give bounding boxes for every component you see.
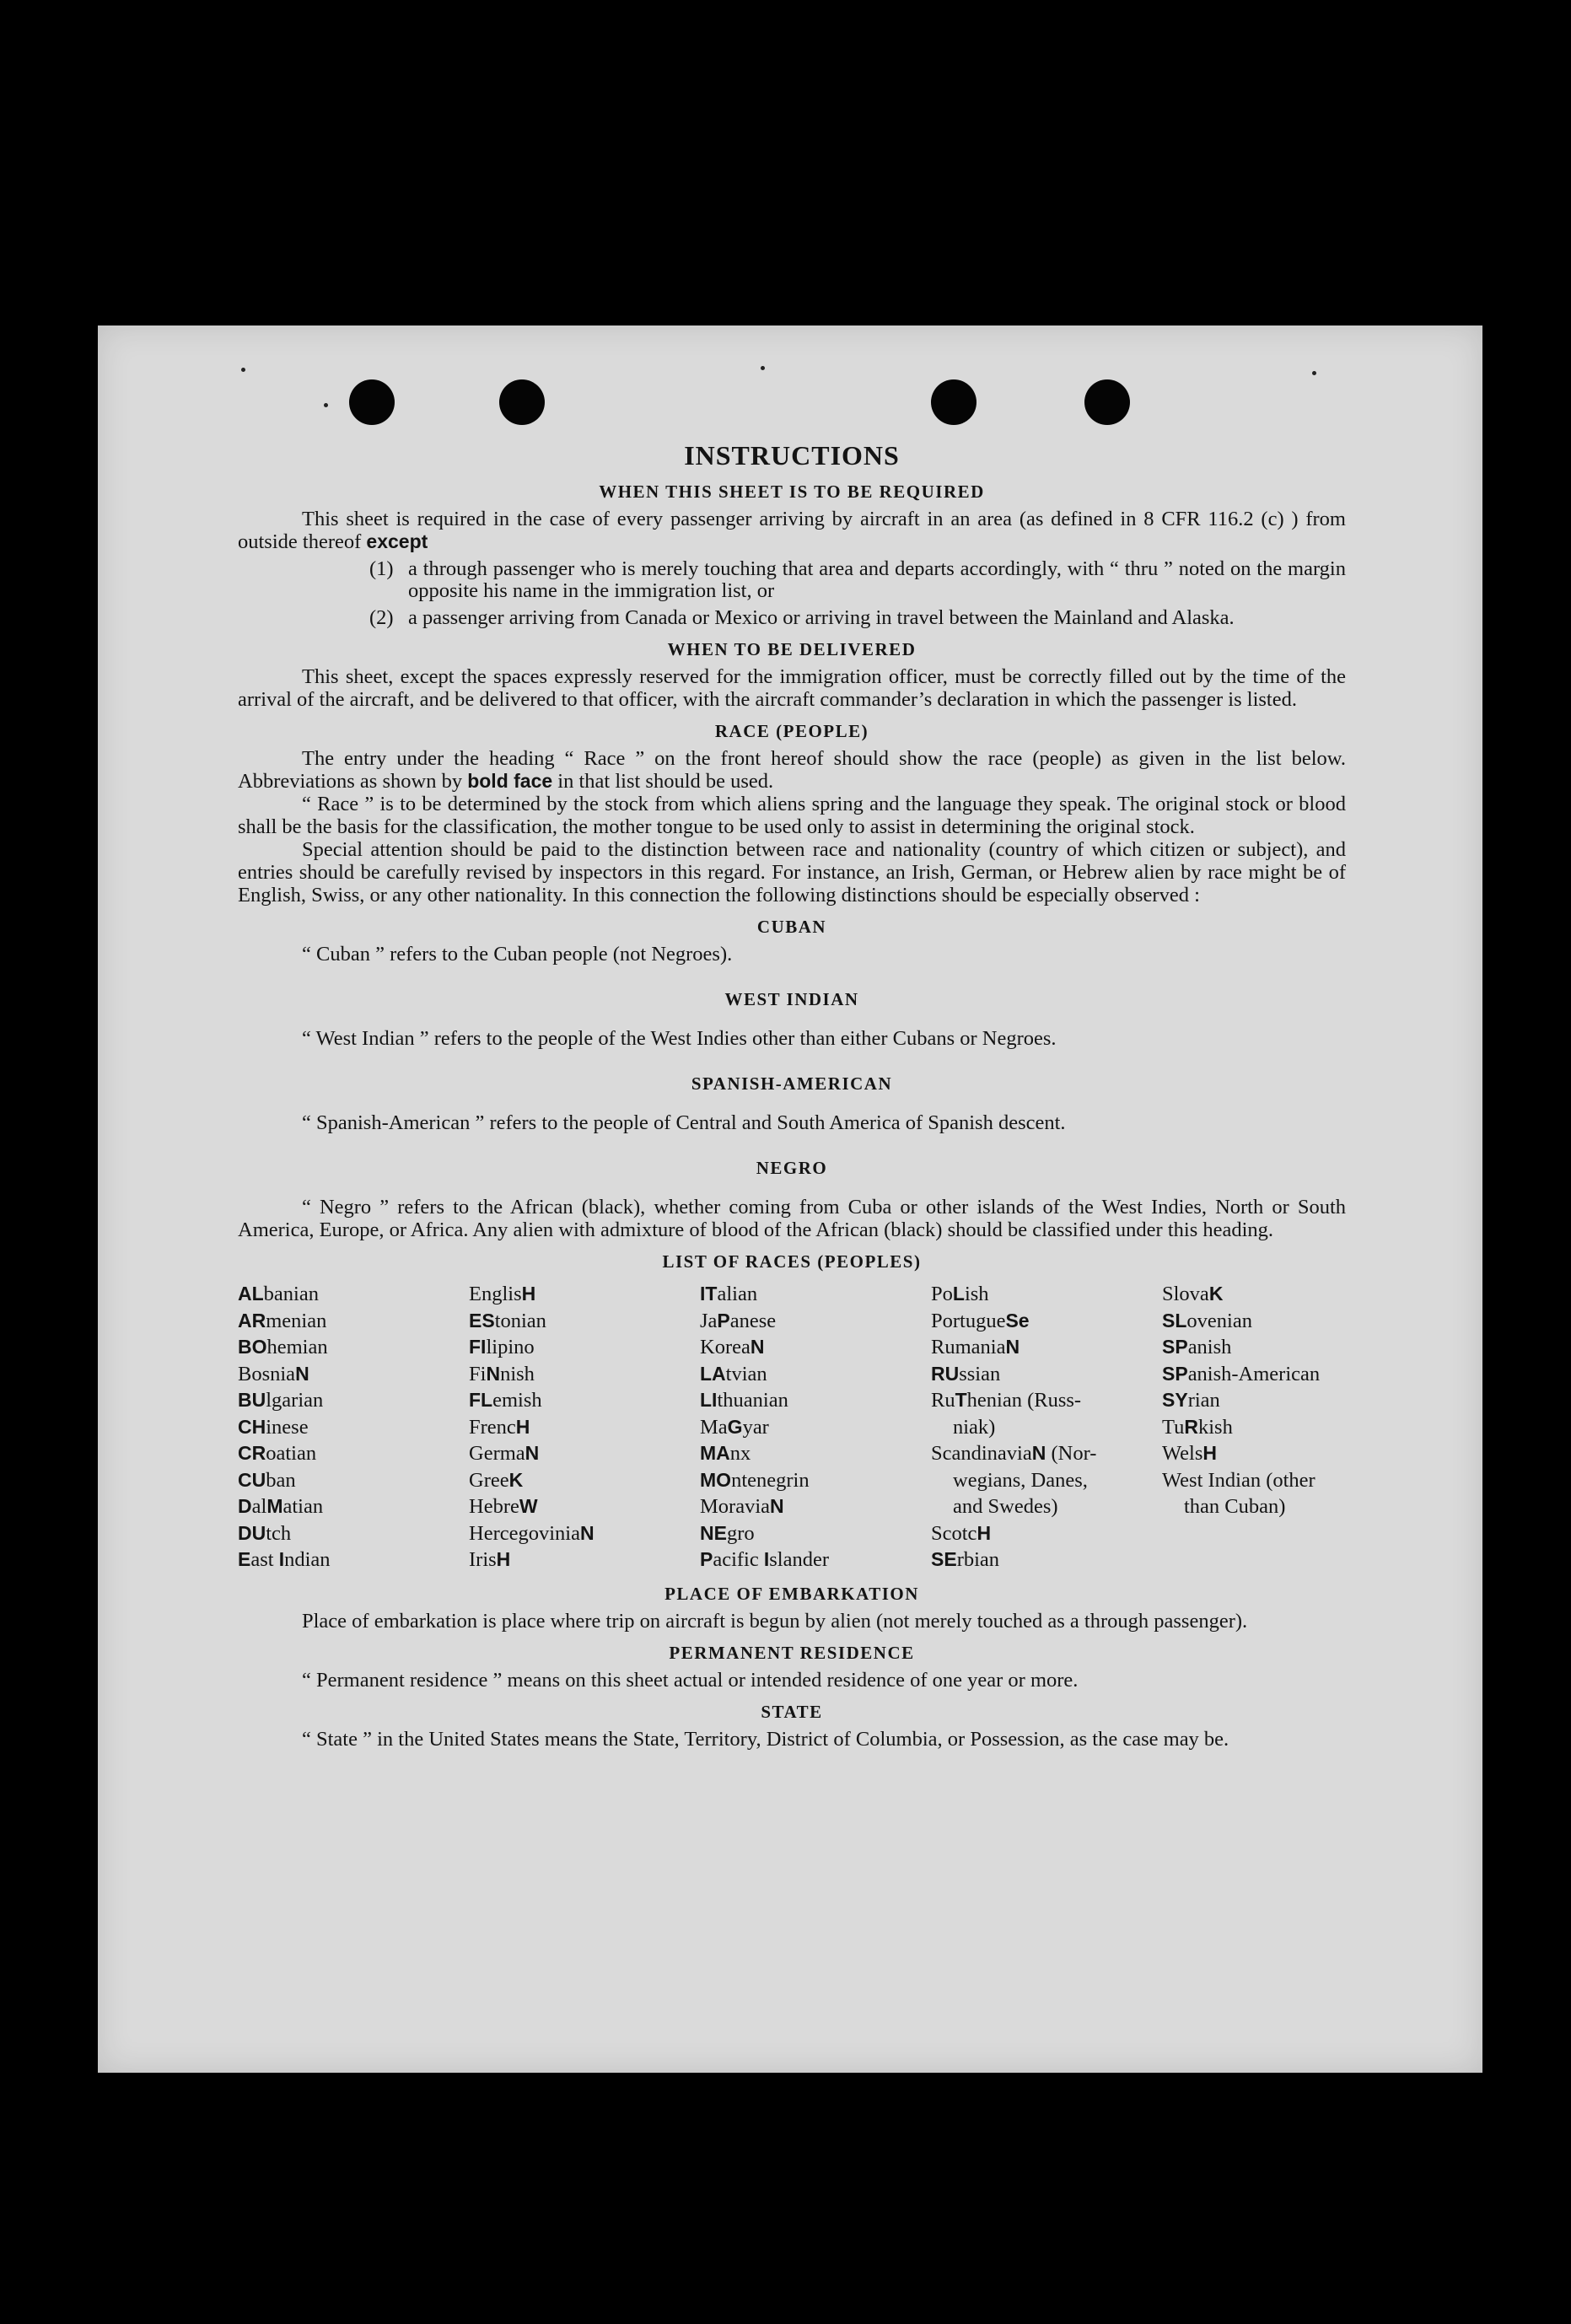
except-word: except (366, 530, 428, 552)
abbreviation-letters: L (952, 1283, 965, 1305)
races-column (238, 1281, 469, 1574)
instruction-sheet (98, 325, 1482, 2073)
race-name-text: ban (266, 1468, 296, 1492)
race-entry (700, 1334, 931, 1361)
punch-hole (499, 379, 545, 425)
abbreviation-letters: MO (700, 1468, 732, 1491)
race-name-text: Germa (469, 1442, 525, 1465)
race-name-text: Englis (469, 1283, 522, 1305)
race-name-text: Bosnia (238, 1362, 296, 1385)
race-name-text: yar (742, 1415, 769, 1439)
race-name-text: acific (713, 1548, 764, 1571)
race-entry (238, 1308, 469, 1335)
race-entry (1162, 1308, 1346, 1335)
heading-cuban: CUBAN (756, 917, 827, 937)
race-name-text: anish (1187, 1336, 1232, 1358)
race-name-text: Korea (700, 1336, 751, 1358)
embarkation-text: Place of embarkation is place where trip on aircraft is begun by alien (not merely touched as a through passenger). (302, 1609, 1248, 1633)
race-entry (700, 1467, 931, 1494)
abbreviation-letters: H (976, 1521, 992, 1544)
heading-state: STATE (761, 1701, 823, 1722)
abbreviation-letters: AL (238, 1283, 264, 1305)
abbreviation-letters: FI (469, 1336, 487, 1358)
race-name-text: Slova (1162, 1283, 1209, 1305)
race-entry (238, 1281, 469, 1308)
race-name-text: emish (492, 1389, 542, 1412)
race-entry (469, 1467, 700, 1494)
abbreviation-letters: SE (931, 1548, 957, 1570)
race-name-text: ssian (959, 1362, 1001, 1385)
heading-race: RACE (PEOPLE) (714, 721, 869, 741)
race-name-text: Po (931, 1283, 953, 1305)
exception-number: (1) (369, 557, 394, 580)
spanish-american-text: “ Spanish-American ” refers to the people of Central and South America of Spanish descent. (302, 1111, 1066, 1134)
abbreviation-letters: DU (238, 1521, 266, 1544)
race-entry (469, 1387, 700, 1414)
abbreviation-letters: N (770, 1495, 784, 1517)
abbreviation-letters: P (717, 1309, 730, 1331)
race-name-text: Rumania (931, 1336, 1006, 1358)
exception-number: (2) (369, 606, 394, 629)
delivered-text: This sheet, except the spaces expressly reserved for the immigration officer, must be correctly filled out by the time of the arrival of the aircraft, and be delivered to that officer, with the aircraft commander’s declaration in which the passenger is listed. (238, 665, 1346, 711)
race-name-text: ovenian (1186, 1309, 1252, 1332)
page-title: INSTRUCTIONS (684, 440, 900, 471)
races-column (931, 1281, 1162, 1574)
race-entry (931, 1547, 1162, 1574)
punch-hole (1084, 379, 1130, 425)
race-name-text: Portugue (931, 1309, 1006, 1332)
heading-west-indian: WEST INDIAN (724, 989, 859, 1009)
race-entry (700, 1547, 931, 1574)
abbreviation-letters: I (278, 1548, 285, 1570)
abbreviation-letters: N (579, 1521, 595, 1544)
race-name-text: Scotc (931, 1521, 977, 1545)
abbreviation-letters: CU (238, 1468, 266, 1491)
races-list (238, 1281, 1346, 1574)
abbreviation-letters: MA (700, 1442, 730, 1464)
race-entry (700, 1520, 931, 1547)
punch-hole (931, 379, 976, 425)
abbreviation-letters: H (515, 1415, 530, 1438)
heading-permanent-residence: PERMANENT RESIDENCE (669, 1642, 915, 1663)
abbreviation-letters: N (295, 1362, 309, 1385)
abbreviation-letters: FL (469, 1389, 493, 1411)
abbreviation-letters: E (238, 1548, 251, 1570)
speck (324, 403, 328, 407)
race-entry (931, 1334, 1162, 1361)
abbreviation-letters: K (508, 1468, 524, 1491)
race-entry (238, 1440, 469, 1467)
exception-item (238, 607, 1346, 629)
race-name-text: ntenegrin (731, 1468, 810, 1492)
heading-embarkation: PLACE OF EMBARKATION (664, 1583, 919, 1604)
abbreviation-letters: R (1184, 1415, 1198, 1438)
race-entry (931, 1361, 1162, 1388)
race-name-text: al (251, 1495, 267, 1518)
race-entry-continuation: than Cuban) (1184, 1495, 1286, 1518)
abbreviation-letters: I (763, 1548, 770, 1570)
abbreviation-letters: RU (931, 1362, 960, 1385)
speck (241, 368, 245, 372)
race-name-text: anish-American (1187, 1362, 1321, 1385)
race-name-text: ndian (284, 1548, 331, 1571)
race-name-text: atian (282, 1495, 324, 1518)
punch-hole (349, 379, 395, 425)
race-name-text: inese (266, 1415, 309, 1439)
race-entry (238, 1547, 469, 1574)
race-entry-continuation: and Swedes) (953, 1495, 1058, 1518)
state-text: “ State ” in the United States means the State, Territory, District of Columbia, or Possession, as the case may be. (302, 1727, 1229, 1751)
race-name-text: rian (1187, 1389, 1220, 1412)
abbreviation-letters: P (700, 1548, 713, 1570)
abbreviation-letters: LI (700, 1389, 718, 1411)
race-entry (700, 1414, 931, 1441)
races-column (700, 1281, 931, 1574)
race-name-text: nx (729, 1442, 751, 1465)
race-name-text: lipino (486, 1336, 535, 1358)
race-name-text: tvian (725, 1362, 767, 1385)
cuban-text: “ Cuban ” refers to the Cuban people (not Negroes). (302, 943, 733, 966)
race-entry (1162, 1334, 1346, 1361)
abbreviation-letters: BU (238, 1389, 266, 1411)
race-entry (700, 1387, 931, 1414)
abbreviation-letters: SP (1162, 1336, 1188, 1358)
abbreviation-letters: N (525, 1442, 540, 1464)
race-entry (238, 1520, 469, 1547)
race-name-text: tonian (494, 1309, 546, 1332)
speck (761, 366, 765, 370)
race-entry (469, 1547, 700, 1574)
abbreviation-letters: ES (469, 1309, 495, 1331)
races-column (469, 1281, 700, 1574)
exception-item (238, 558, 1346, 602)
abbreviation-letters: W (519, 1495, 538, 1517)
abbreviation-letters: CR (238, 1442, 266, 1464)
race-name-text: kish (1197, 1415, 1233, 1439)
race-entry (700, 1361, 931, 1388)
abbreviation-letters: CH (238, 1415, 266, 1438)
heading-spanish-american: SPANISH-AMERICAN (691, 1073, 893, 1094)
race-name-text: Frenc (469, 1415, 516, 1439)
race-entry (469, 1281, 700, 1308)
heading-list-of-races: LIST OF RACES (PEOPLES) (662, 1251, 922, 1272)
race-name-text: Wels (1162, 1442, 1203, 1465)
race-entry (238, 1467, 469, 1494)
race-name-text: henian (Russ- (966, 1389, 1082, 1412)
required-intro: This sheet is required in the case of every passenger arriving by aircraft in an area (as defined in 8 CFR 116.2 (c) ) from outside thereof except (238, 508, 1346, 553)
race-name-text: Hebre (469, 1495, 519, 1518)
race-name-text: thuanian (717, 1389, 788, 1412)
race-entry (1162, 1281, 1346, 1308)
race-paragraph-3: Special attention should be paid to the distinction between race and nationality (country of which citizen or subject), and entries should be carefully revised by inspectors in this regard. For instance, an Irish, German, or Hebrew alien by race might be of English, Swiss, or any other nationality. In this connection the following distinctions should be especially observed : (238, 838, 1346, 906)
race-name-text: hemian (266, 1336, 328, 1358)
abbreviation-letters: H (496, 1548, 511, 1570)
abbreviation-letters: SY (1162, 1389, 1188, 1411)
race-name-text: West Indian (other (1162, 1468, 1315, 1492)
race-entry (238, 1493, 469, 1520)
race-entry (238, 1361, 469, 1388)
abbreviation-letters: BO (238, 1336, 267, 1358)
race-entry-continuation: wegians, Danes, (953, 1468, 1088, 1492)
race-entry (469, 1414, 700, 1441)
race-name-text: (Nor- (1046, 1442, 1097, 1465)
speck (1312, 371, 1316, 375)
abbreviation-letters: AR (238, 1309, 266, 1331)
race-entry (931, 1281, 1162, 1308)
race-name-text: tch (266, 1521, 292, 1545)
exception-text: a through passenger who is merely touching that area and departs accordingly, with “ thru ” noted on the margin opposite his name in the immigration list, or (408, 557, 1346, 602)
race-name-text: rbian (956, 1548, 1000, 1571)
abbreviation-letters: D (238, 1495, 252, 1517)
abbreviation-letters: N (1005, 1336, 1020, 1358)
heading-when-delivered: WHEN TO BE DELIVERED (667, 639, 917, 659)
race-name-text: gro (726, 1521, 755, 1545)
abbreviation-letters: M (266, 1495, 283, 1517)
heading-when-required: WHEN THIS SHEET IS TO BE REQUIRED (599, 481, 985, 502)
race-name-text: slander (769, 1548, 830, 1571)
race-paragraph-1: The entry under the heading “ Race ” on the front hereof should show the race (people) as given in the list below. Abbreviations as shown by bold face in that list should be used. (238, 747, 1346, 793)
abbreviation-letters: SP (1162, 1362, 1188, 1385)
exception-text: a passenger arriving from Canada or Mexico or arriving in travel between the Mainland and Alaska. (408, 606, 1235, 629)
race-name-text: alian (717, 1283, 758, 1305)
race-name-text: anese (729, 1309, 777, 1332)
bold-face-phrase: bold face (467, 770, 553, 792)
race-name-text: banian (263, 1283, 319, 1305)
race-name-text: lgarian (266, 1389, 324, 1412)
abbreviation-letters: K (1208, 1283, 1224, 1305)
race-name-text: Ma (700, 1415, 728, 1439)
race-entry (469, 1334, 700, 1361)
race-name-text: ish (964, 1283, 989, 1305)
race-name-text: Fi (469, 1362, 487, 1385)
race-entry (700, 1440, 931, 1467)
abbreviation-letters: IT (700, 1283, 718, 1305)
west-indian-text: “ West Indian ” refers to the people of the West Indies other than either Cubans or Negroes. (302, 1027, 1057, 1050)
race-name-text: nish (500, 1362, 535, 1385)
race-entry (700, 1308, 931, 1335)
race-entry (238, 1387, 469, 1414)
race-entry (1162, 1467, 1346, 1494)
race-paragraph-2: “ Race ” is to be determined by the stock from which aliens spring and the language they speak. The original stock or blood shall be the basis for the classification, the mother tongue to be used only to assist in determining the original stock. (238, 793, 1346, 838)
race-name-text: menian (266, 1309, 327, 1332)
abbreviation-letters: H (521, 1283, 536, 1305)
race-entry (238, 1414, 469, 1441)
abbreviation-letters: N (486, 1362, 501, 1385)
abbreviation-letters: G (727, 1415, 743, 1438)
race-name-text: Ja (700, 1309, 718, 1332)
race-entry (931, 1440, 1162, 1467)
abbreviation-letters: NE (700, 1521, 727, 1544)
race-name-text: ast (250, 1548, 279, 1571)
race-name-text: Ru (931, 1389, 955, 1412)
abbreviation-letters: SL (1162, 1309, 1187, 1331)
race-entry (1162, 1361, 1346, 1388)
race-entry (469, 1308, 700, 1335)
race-name-text: Scandinavia (931, 1442, 1032, 1465)
races-column (1162, 1281, 1346, 1574)
abbreviation-letters: H (1202, 1442, 1218, 1464)
race-entry (931, 1308, 1162, 1335)
race-name-text: oatian (266, 1442, 317, 1465)
instructions-content (238, 440, 1346, 1751)
heading-negro: NEGRO (756, 1158, 828, 1178)
race-entry (700, 1281, 931, 1308)
abbreviation-letters: T (955, 1389, 967, 1411)
race-name-text: Iris (469, 1548, 497, 1571)
abbreviation-letters: N (1031, 1442, 1046, 1464)
race-entry (700, 1493, 931, 1520)
race-entry (469, 1440, 700, 1467)
abbreviation-letters: Se (1005, 1309, 1030, 1331)
race-entry (1162, 1440, 1346, 1467)
negro-text: “ Negro ” refers to the African (black), whether coming from Cuba or other islands of the West Indies, North or South America, Europe, or Africa. Any alien with admixture of blood of the African (black) should be classified under this heading. (238, 1196, 1346, 1241)
race-entry (931, 1520, 1162, 1547)
race-entry-continuation: niak) (953, 1415, 996, 1439)
race-entry (469, 1493, 700, 1520)
abbreviation-letters: N (750, 1336, 765, 1358)
race-name-text: Moravia (700, 1495, 770, 1518)
race-entry (469, 1520, 700, 1547)
race-name-text: Gree (469, 1468, 509, 1492)
race-entry (931, 1387, 1162, 1414)
race-entry (1162, 1414, 1346, 1441)
race-entry (469, 1361, 700, 1388)
race-entry (1162, 1387, 1346, 1414)
race-name-text: Tu (1162, 1415, 1185, 1439)
abbreviation-letters: LA (700, 1362, 726, 1385)
race-entry (238, 1334, 469, 1361)
race-name-text: Hercegovinia (469, 1521, 580, 1545)
residence-text: “ Permanent residence ” means on this sheet actual or intended residence of one year or more. (302, 1668, 1079, 1692)
